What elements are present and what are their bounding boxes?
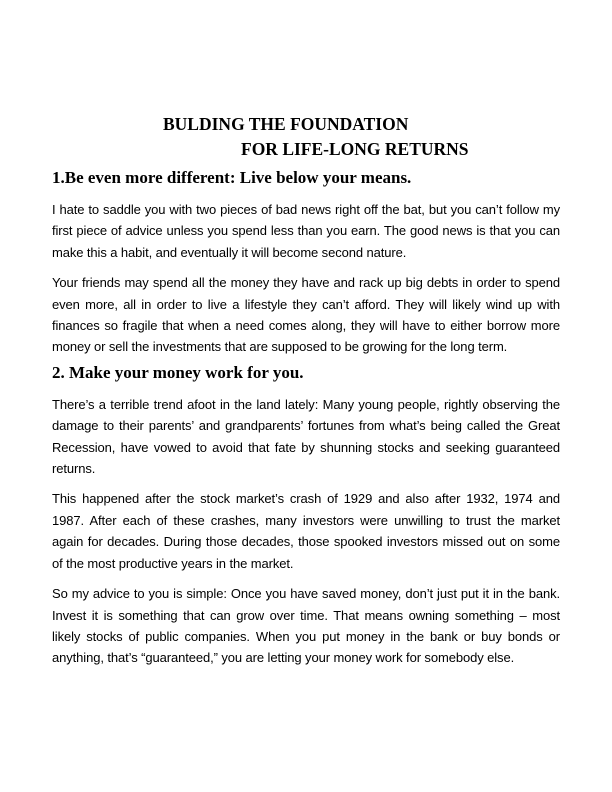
- section-2-paragraph-2: This happened after the stock market’s crash of 1929 and also after 1932, 1974 and 1987. After each of these crashes, many investors were unwilling to trust the market again for decades. During those decades, those spooked investors missed out on some of the most productive years in the market.: [52, 491, 560, 571]
- section-heading-2: 2. Make your money work for you.: [52, 362, 304, 382]
- section-2-paragraph-3: So my advice to you is simple: Once you have saved money, don’t just put it in the bank. Invest it is something that can grow over time. That means owning something – most likely stocks of public companies. When you put money in the bank or buy bonds or anything, that’s “guaranteed,” you are letting your money work for somebody else.: [52, 586, 560, 666]
- section-2-paragraph-1: There’s a terrible trend afoot in the land lately: Many young people, rightly observing the damage to their parents’ and grandparents’ fortunes from what’s being called the Great Recession, have vowed to avoid that fate by shunning stocks and seeking guaranteed returns.: [52, 396, 560, 477]
- document-title-line-2: FOR LIFE-LONG RETURNS: [241, 139, 469, 159]
- section-1-paragraph-1: I hate to saddle you with two pieces of bad news right off the bat, but you can’t follow my first piece of advice unless you spend less than you earn. The good news is that you can make this a habit, and eventually it will become second nature.: [52, 202, 560, 260]
- section-1-paragraph-2: Your friends may spend all the money they have and rack up big debts in order to spend even more, all in order to live a lifestyle they can’t afford. They will likely wind up with finances so fragile that when a need comes along, they will have to either borrow more money or sell the investments that are supposed to be growing for the long term.: [52, 275, 560, 355]
- section-heading-1: 1.Be even more different: Live below your means.: [52, 168, 412, 187]
- document-title-line-1: BULDING THE FOUNDATION: [163, 114, 409, 134]
- document-title: [52, 112, 560, 162]
